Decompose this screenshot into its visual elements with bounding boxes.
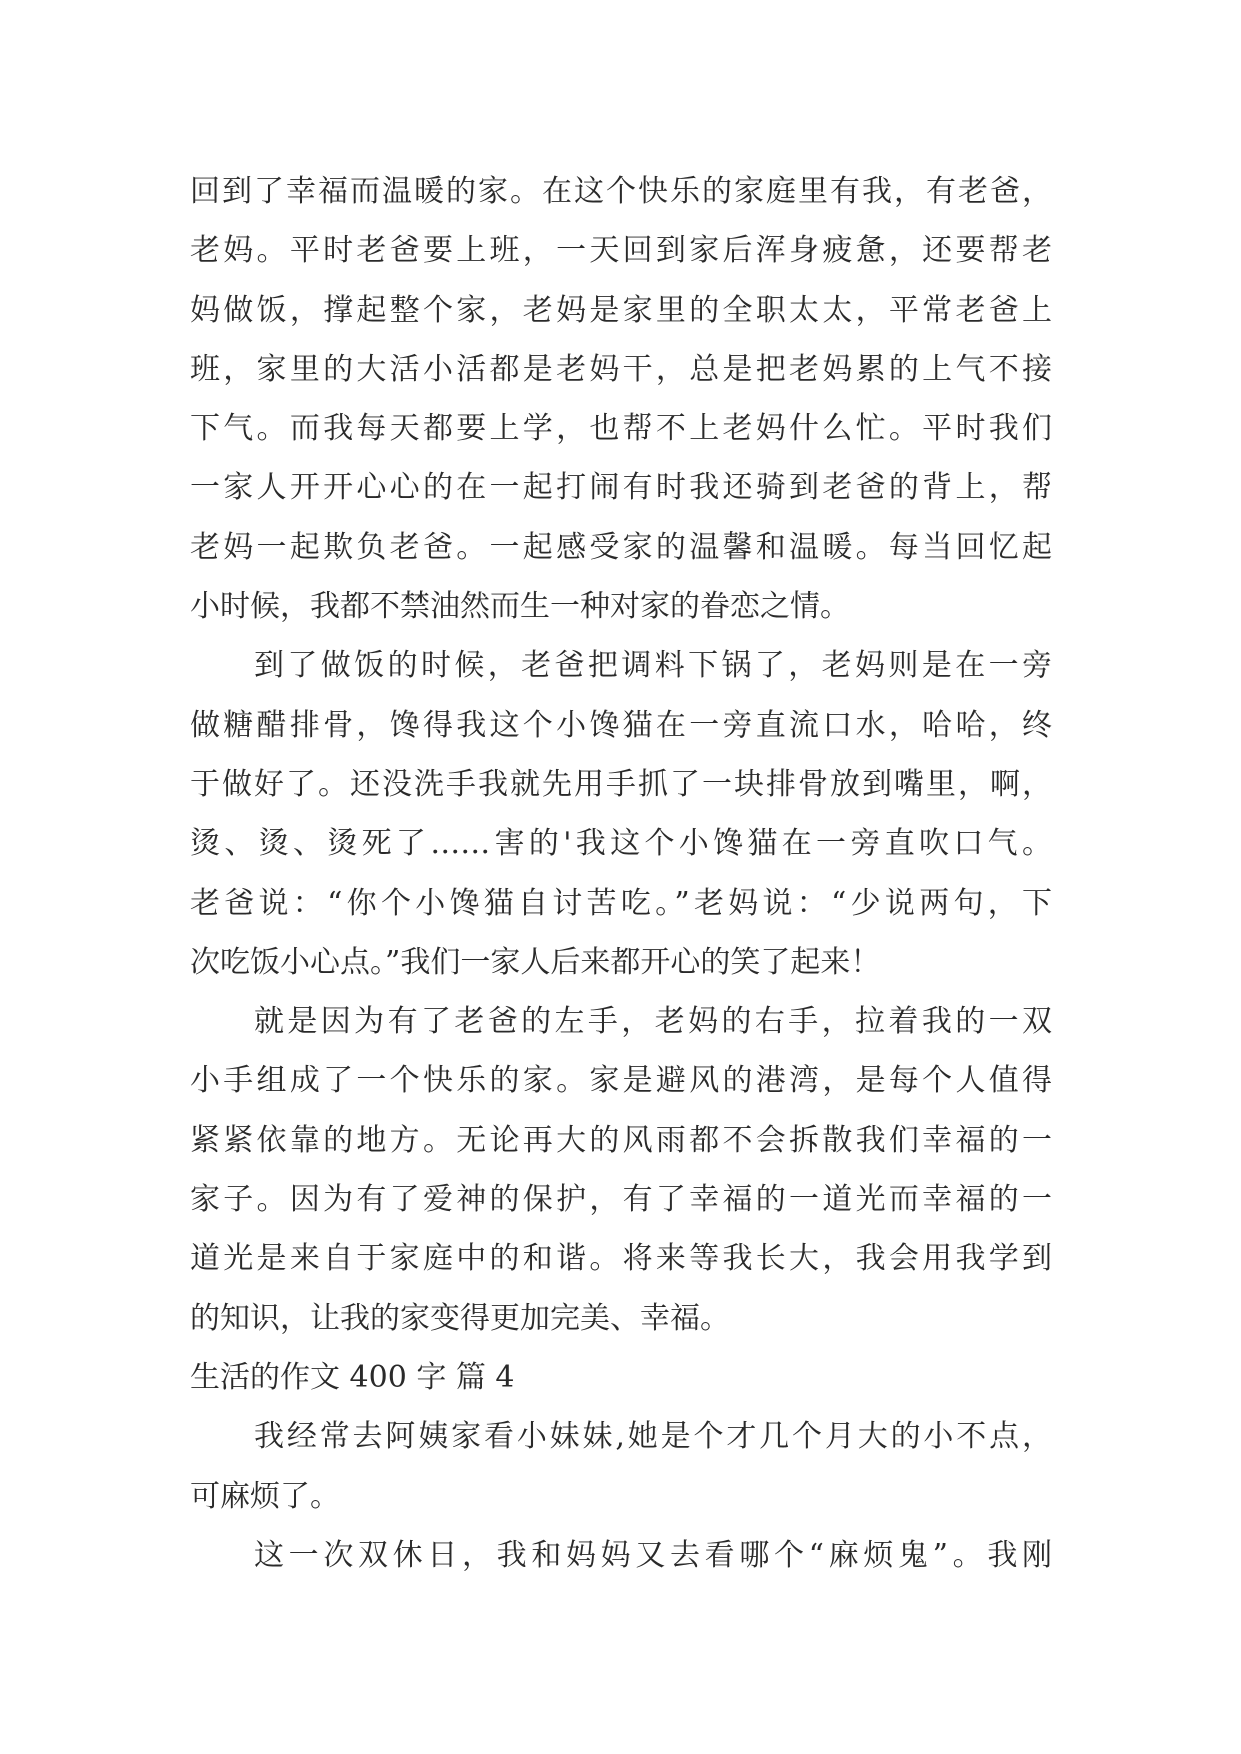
text-line: 就是因为有了老爸的左手，老妈的右手，拉着我的一双 (254, 1004, 1052, 1040)
text-line: 一家人开开心心的在一起打闹有时我还骑到老爸的背上，帮 (190, 470, 1052, 506)
text-line: 家子。因为有了爱神的保护，有了幸福的一道光而幸福的一 (190, 1182, 1052, 1218)
document-body (190, 162, 1052, 1585)
text-line: 班，家里的大活小活都是老妈干，总是把老妈累的上气不接 (190, 351, 1052, 387)
text-line: 道光是来自于家庭中的和谐。将来等我长大，我会用我学到 (190, 1241, 1052, 1277)
text-line: 烫、烫、烫死了……害的'我这个小馋猫在一旁直吹口气。 (190, 826, 1052, 862)
text-line: 这一次双休日，我和妈妈又去看哪个“麻烦鬼”。我刚 (254, 1537, 1052, 1573)
text-line: 紧紧依靠的地方。无论再大的风雨都不会拆散我们幸福的一 (190, 1122, 1052, 1158)
text-line: 可麻烦了。 (190, 1478, 340, 1514)
text-line: 下气。而我每天都要上学，也帮不上老妈什么忙。平时我们 (190, 411, 1052, 447)
text-line: 于做好了。还没洗手我就先用手抓了一块排骨放到嘴里，啊， (190, 766, 1052, 802)
text-line: 的知识，让我的家变得更加完美、幸福。 (190, 1300, 730, 1336)
text-line: 老妈。平时老爸要上班，一天回到家后浑身疲惫，还要帮老 (190, 233, 1052, 269)
text-line: 小手组成了一个快乐的家。家是避风的港湾，是每个人值得 (190, 1063, 1052, 1099)
text-line: 到了做饭的时候，老爸把调料下锅了，老妈则是在一旁 (254, 648, 1052, 684)
text-line: 妈做饭，撑起整个家，老妈是家里的全职太太，平常老爸上 (190, 292, 1052, 328)
text-line: 老妈一起欺负老爸。一起感受家的温馨和温暖。每当回忆起 (190, 529, 1052, 565)
text-line: 我经常去阿姨家看小妹妹,她是个才几个月大的小不点， (254, 1419, 1052, 1455)
text-line: 老爸说：“你个小馋猫自讨苦吃。”老妈说：“少说两句，下 (190, 885, 1052, 921)
text-line: 回到了幸福而温暖的家。在这个快乐的家庭里有我，有老爸， (190, 174, 1052, 209)
text-line: 做糖醋排骨，馋得我这个小馋猫在一旁直流口水，哈哈，终 (190, 707, 1052, 743)
text-line: 小时候，我都不禁油然而生一种对家的眷恋之情。 (190, 589, 850, 625)
text-line: 次吃饭小心点。”我们一家人后来都开心的笑了起来！ (190, 944, 881, 980)
section-heading: 生活的作文 400 字 篇 4 (190, 1359, 515, 1395)
